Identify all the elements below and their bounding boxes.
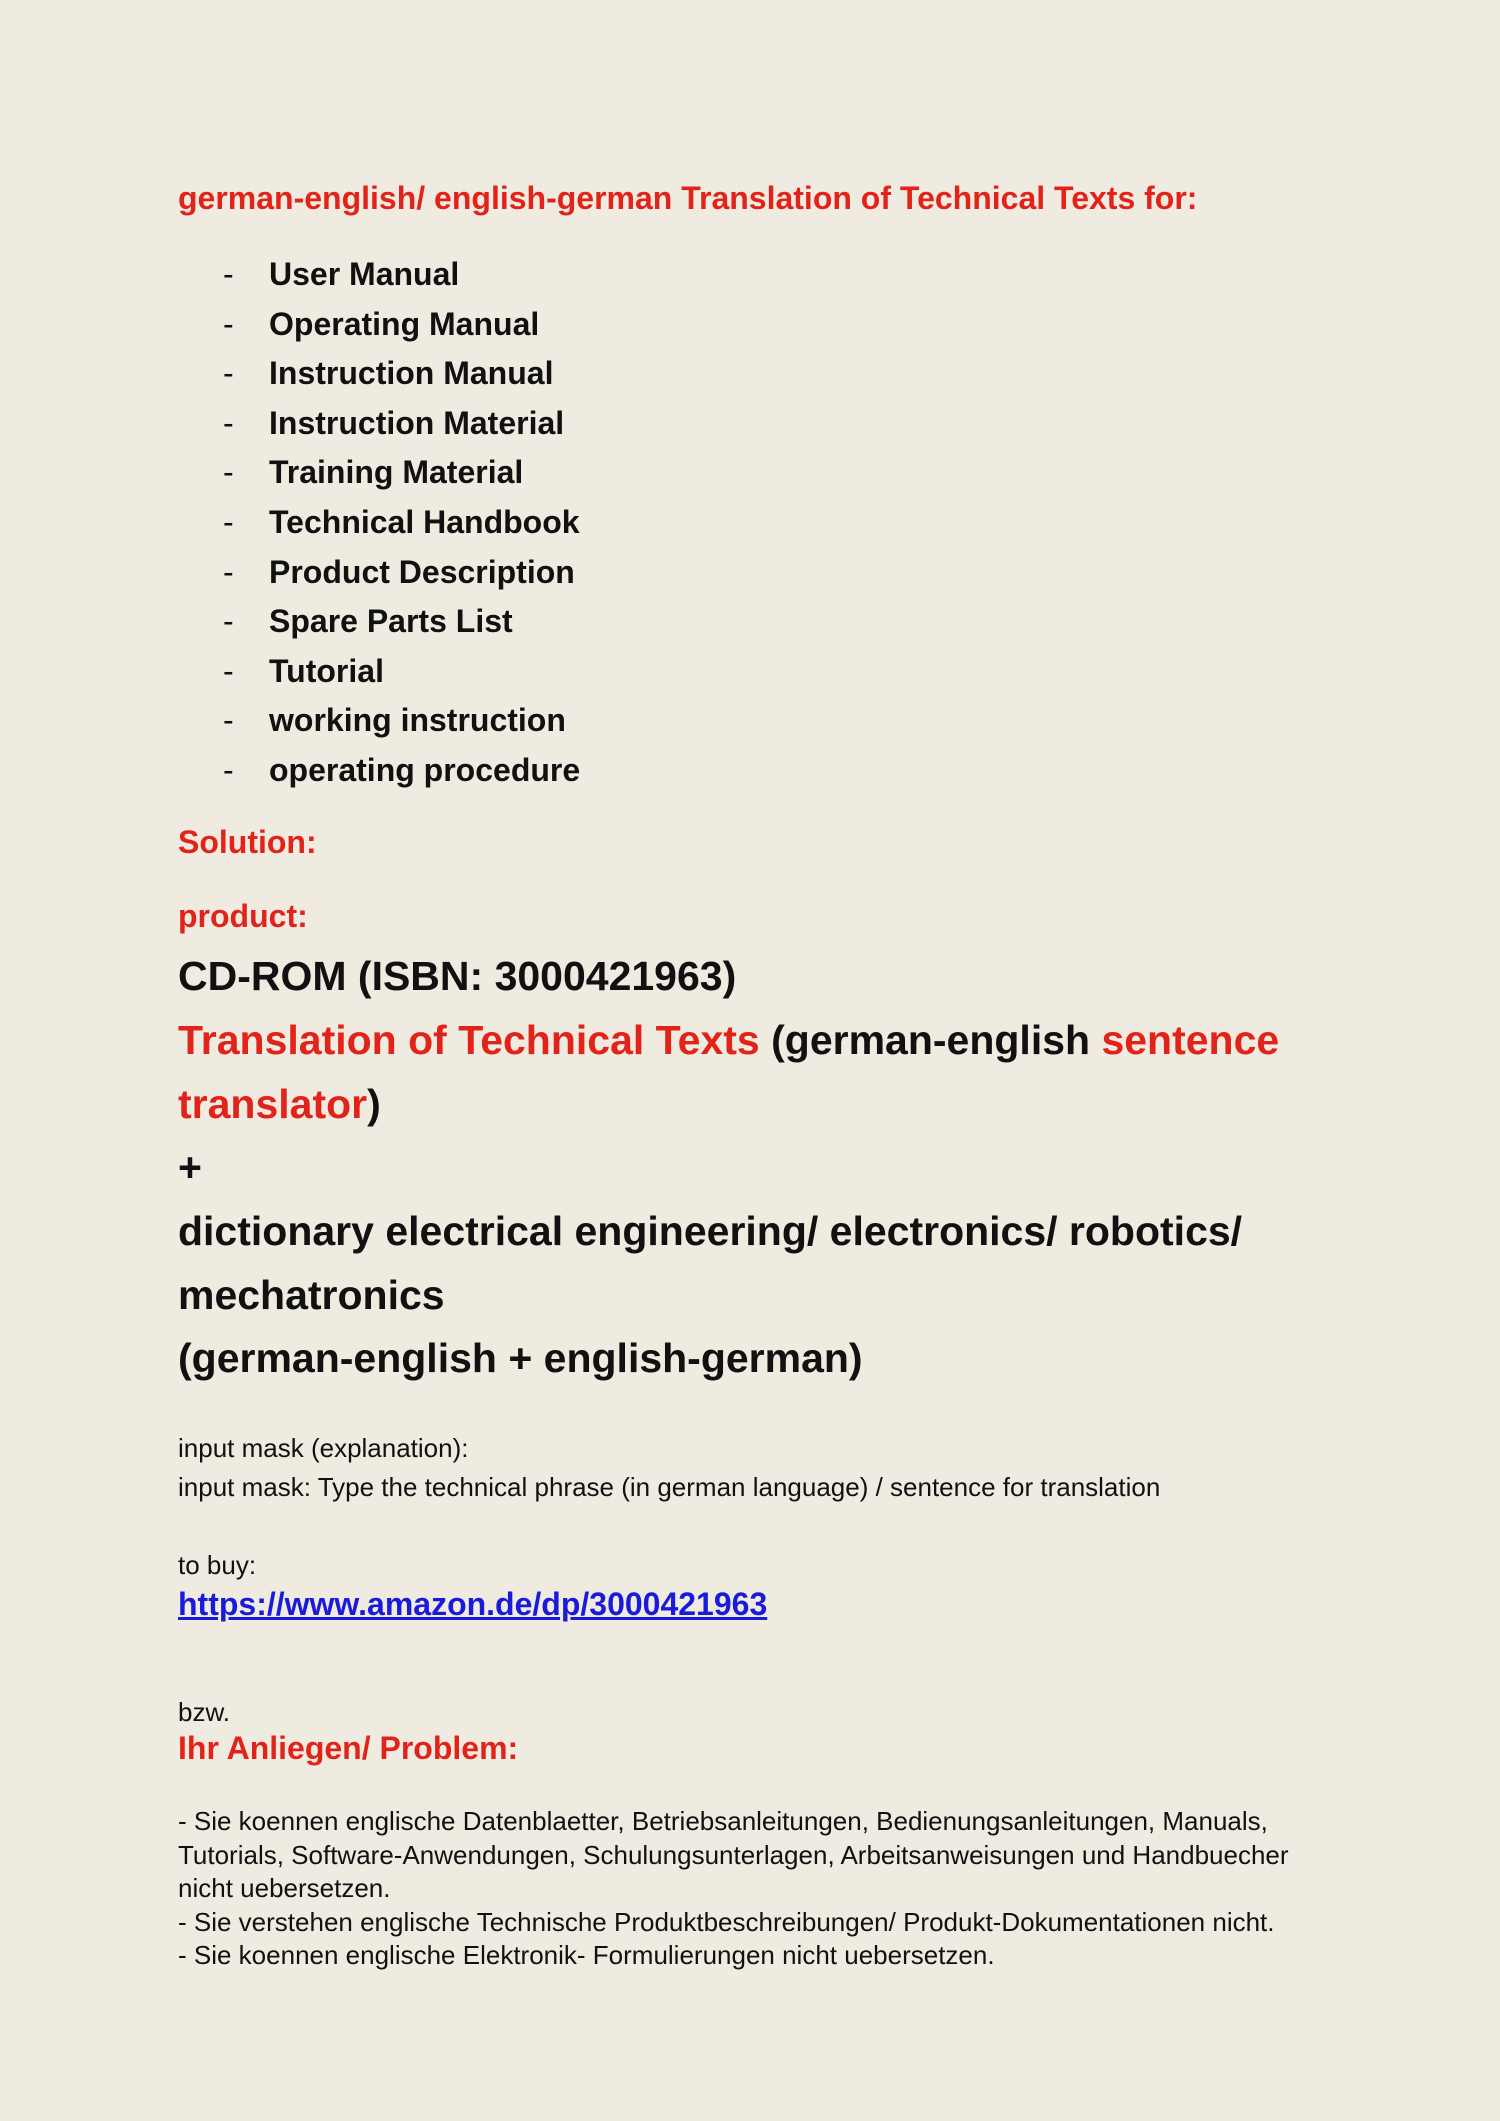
list-item bbox=[223, 696, 580, 746]
list-dash: - bbox=[223, 553, 234, 590]
problem-list bbox=[178, 1805, 1328, 1973]
bzw-label: bzw. bbox=[178, 1697, 231, 1727]
list-item bbox=[223, 399, 580, 449]
list-item bbox=[223, 349, 580, 399]
input-mask-text: input mask: Type the technical phrase (in german language) / sentence for translation bbox=[178, 1472, 1161, 1502]
list-dash: - bbox=[223, 256, 234, 292]
list-item bbox=[223, 647, 580, 697]
list-dash: - bbox=[223, 652, 234, 689]
list-item-label: Technical Handbook bbox=[269, 503, 580, 540]
list-item-label: operating procedure bbox=[269, 751, 581, 788]
amazon-link[interactable]: https://www.amazon.de/dp/3000421963 bbox=[178, 1586, 768, 1622]
product-translation-title bbox=[178, 1009, 1328, 1136]
list-item bbox=[223, 300, 580, 350]
list-dash: - bbox=[223, 355, 234, 392]
product-dictionary bbox=[178, 1200, 1328, 1391]
anliegen-heading: Ihr Anliegen/ Problem: bbox=[178, 1730, 519, 1766]
input-mask-explanation: input mask (explanation): bbox=[178, 1433, 469, 1463]
list-item-label: Product Description bbox=[269, 553, 575, 590]
problem-item: - Sie koennen englische Elektronik- Formulierungen nicht uebersetzen. bbox=[178, 1940, 995, 1970]
list-item-label: working instruction bbox=[269, 702, 566, 739]
list-dash: - bbox=[223, 503, 234, 540]
product-dictionary-title: dictionary electrical engineering/ electronics/ robotics/ mechatronics bbox=[178, 1208, 1243, 1318]
list-dash: - bbox=[223, 603, 234, 640]
product-translation-name: Translation of Technical Texts bbox=[178, 1017, 760, 1063]
list-dash: - bbox=[223, 454, 234, 491]
list-item bbox=[223, 746, 580, 796]
list-dash: - bbox=[223, 751, 234, 788]
list-item-label: Spare Parts List bbox=[269, 603, 513, 640]
list-item bbox=[223, 250, 580, 300]
list-item bbox=[223, 448, 580, 498]
product-label: product: bbox=[178, 898, 308, 934]
product-dictionary-languages: (german-english + english-german) bbox=[178, 1335, 863, 1381]
buy-label: to buy: bbox=[178, 1550, 257, 1580]
list-item-label: User Manual bbox=[269, 256, 460, 292]
product-translation-close: ) bbox=[367, 1080, 381, 1127]
list-item-label: Operating Manual bbox=[269, 305, 540, 342]
list-dash: - bbox=[223, 305, 234, 342]
solution-label: Solution: bbox=[178, 824, 317, 860]
problem-item: - Sie verstehen englische Technische Produktbeschreibungen/ Produkt-Dokumentationen nicht. bbox=[178, 1906, 1275, 1937]
list-dash: - bbox=[223, 702, 234, 739]
product-plus: + bbox=[178, 1144, 202, 1190]
product-cdrom: CD-ROM (ISBN: 3000421963) bbox=[178, 953, 737, 999]
list-dash: - bbox=[223, 404, 234, 441]
list-item bbox=[223, 597, 580, 647]
list-item-label: Training Material bbox=[269, 454, 524, 491]
problem-item: - Sie koennen englische Datenblaetter, Betriebsanleitungen, Bedienungsanleitungen, Manuals, Tutorials, Software-Anwendungen, Schulungsunterlagen, Arbeitsanweisungen und Handbuecher nicht uebersetzen. bbox=[178, 1806, 1289, 1903]
product-sentence-translator: sentence translator bbox=[178, 1017, 1280, 1127]
list-item bbox=[223, 498, 580, 548]
list-item bbox=[223, 548, 580, 598]
main-heading: german-english/ english-german Translation of Technical Texts for: bbox=[178, 180, 1198, 216]
product-translation-direction: (german-english bbox=[759, 1017, 1102, 1063]
document-type-list bbox=[223, 250, 580, 796]
list-item-label: Instruction Manual bbox=[269, 355, 554, 392]
list-item-label: Tutorial bbox=[269, 652, 384, 689]
list-item-label: Instruction Material bbox=[269, 404, 565, 441]
